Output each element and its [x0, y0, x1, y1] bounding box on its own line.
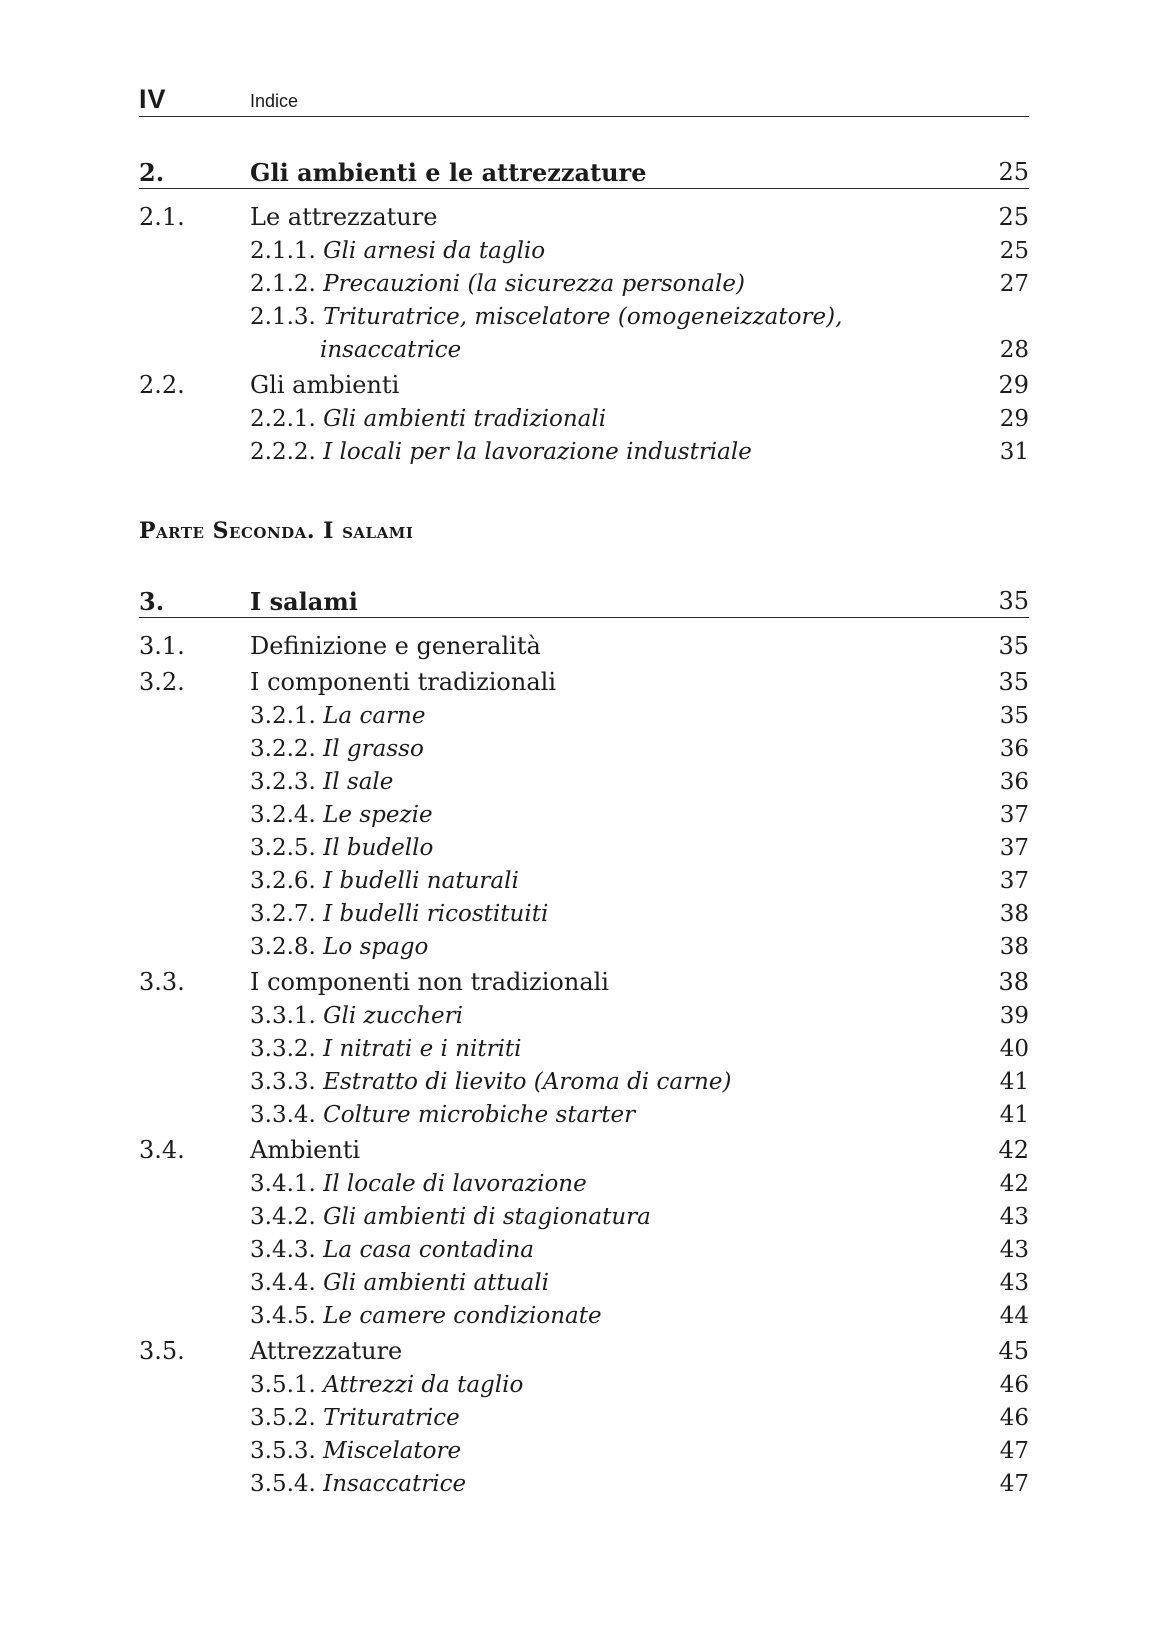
subsection-page: 43 [999, 1204, 1029, 1230]
subsection-page: 46 [999, 1405, 1029, 1431]
subsection-label [250, 1402, 460, 1435]
toc-subsection-row [139, 1402, 1029, 1435]
subsection-page: 47 [999, 1438, 1029, 1464]
subsection-number: 3.2.8. [250, 934, 316, 960]
subsection-title: Gli ambienti di stagionatura [323, 1204, 651, 1230]
subsection-number: 2.1.2. [250, 271, 316, 297]
section-title: I componenti tradizionali [250, 668, 556, 696]
toc-subsection-row [139, 733, 1029, 766]
subsection-title: Il locale di lavorazione [323, 1171, 587, 1197]
subsection-label [250, 865, 519, 898]
subsection-page: 38 [999, 934, 1029, 960]
subsection-label [250, 436, 752, 469]
subsection-title: I nitrati e i nitriti [323, 1036, 522, 1062]
subsection-number: 3.5.2. [250, 1405, 316, 1431]
subsection-page: 46 [999, 1372, 1029, 1398]
subsection-label [250, 799, 433, 832]
section-page: 42 [998, 1136, 1029, 1164]
toc-section-row [139, 964, 1029, 1000]
subsection-title: La carne [323, 703, 426, 729]
toc-subsection-row [139, 1300, 1029, 1333]
toc-subsection-row [139, 700, 1029, 733]
section-number: 2.1. [139, 203, 185, 231]
subsection-number: 2.2.1. [250, 406, 316, 432]
section-page: 45 [998, 1337, 1029, 1365]
subsection-number: 3.4.2. [250, 1204, 316, 1230]
subsection-title: Le camere condizionate [323, 1303, 602, 1329]
section-number: 3.5. [139, 1337, 185, 1365]
toc-subsection-row [139, 1066, 1029, 1099]
toc-subsection-row [139, 1000, 1029, 1033]
subsection-number: 3.2.3. [250, 769, 316, 795]
toc-subsection-row [139, 1168, 1029, 1201]
subsection-label [250, 1201, 651, 1234]
subsection-page: 42 [999, 1171, 1029, 1197]
chapter-number: 2. [139, 158, 165, 187]
subsection-title: Gli arnesi da taglio [323, 238, 546, 264]
subsection-number: 3.4.3. [250, 1237, 316, 1263]
subsection-label [250, 1234, 534, 1267]
subsection-page: 40 [999, 1036, 1029, 1062]
section-title: I componenti non tradizionali [250, 968, 609, 996]
subsection-number: 2.1.1. [250, 238, 316, 264]
subsection-title: Attrezzi da taglio [323, 1372, 524, 1398]
subsection-number: 3.5.4. [250, 1471, 316, 1497]
section-page: 29 [998, 371, 1029, 399]
subsection-page: 27 [999, 271, 1029, 297]
subsection-title: Insaccatrice [323, 1471, 467, 1497]
subsection-page: 39 [999, 1003, 1029, 1029]
toc-section-row [139, 628, 1029, 664]
toc-section-row [139, 199, 1029, 235]
toc-section-row [139, 1333, 1029, 1369]
section-page: 35 [998, 632, 1029, 660]
chapter-2-block [139, 158, 1029, 469]
subsection-number: 3.2.4. [250, 802, 316, 828]
subsection-title: Gli ambienti tradizionali [323, 406, 607, 432]
subsection-title: Colture microbiche starter [323, 1102, 636, 1128]
subsection-title: Il budello [323, 835, 434, 861]
subsection-label [250, 1033, 522, 1066]
running-title: Indice [250, 91, 299, 111]
toc-subsection-row [139, 301, 1029, 334]
toc-entries [139, 199, 1029, 469]
toc-subsection-row [139, 235, 1029, 268]
toc-section-row [139, 1132, 1029, 1168]
subsection-label [250, 733, 424, 766]
subsection-label [250, 1435, 461, 1468]
toc-entries [139, 628, 1029, 1501]
subsection-number: 3.2.2. [250, 736, 316, 762]
subsection-label [250, 700, 425, 733]
chapter-page: 35 [998, 587, 1029, 615]
toc-subsection-row [139, 898, 1029, 931]
subsection-title: Trituratrice [323, 1405, 460, 1431]
subsection-page: 31 [999, 439, 1029, 465]
subsection-label [250, 1369, 523, 1402]
subsection-label [250, 403, 606, 436]
toc-subsection-row [139, 1267, 1029, 1300]
toc-subsection-row [139, 1201, 1029, 1234]
subsection-number: 3.2.1. [250, 703, 316, 729]
subsection-title: Trituratrice, miscelatore (omogeneizzatore), [323, 304, 843, 330]
subsection-number: 3.2.6. [250, 868, 316, 894]
subsection-number: 3.5.3. [250, 1438, 316, 1464]
toc-subsection-row [139, 1033, 1029, 1066]
section-page: 25 [998, 203, 1029, 231]
subsection-page: 25 [999, 238, 1029, 264]
section-page: 38 [998, 968, 1029, 996]
toc-section-row [139, 367, 1029, 403]
subsection-label [250, 1300, 602, 1333]
section-number: 3.2. [139, 668, 185, 696]
subsection-label [250, 832, 433, 865]
subsection-number: 3.3.2. [250, 1036, 316, 1062]
subsection-number: 3.5.1. [250, 1372, 316, 1398]
page-number: IV [139, 84, 167, 114]
subsection-page: 36 [999, 769, 1029, 795]
toc-subsection-row [139, 403, 1029, 436]
subsection-label [250, 1000, 463, 1033]
chapter-number: 3. [139, 587, 165, 616]
subsection-number: 3.3.3. [250, 1069, 316, 1095]
subsection-label [250, 268, 745, 301]
section-title: Le attrezzature [250, 203, 438, 231]
subsection-page: 47 [999, 1471, 1029, 1497]
subsection-label [250, 1468, 466, 1501]
subsection-label [250, 898, 548, 931]
subsection-title: Il sale [323, 769, 394, 795]
toc-subsection-row [139, 268, 1029, 301]
subsection-number: 3.4.5. [250, 1303, 316, 1329]
subsection-page: 43 [999, 1237, 1029, 1263]
toc-subsection-row [139, 865, 1029, 898]
subsection-page: 41 [999, 1102, 1029, 1128]
subsection-label [250, 301, 842, 334]
subsection-label [250, 1066, 731, 1099]
toc-subsection-continuation [139, 334, 1029, 367]
chapter-title: I salami [250, 587, 358, 616]
subsection-title: Il grasso [323, 736, 424, 762]
subsection-label [250, 1099, 635, 1132]
toc-subsection-row [139, 766, 1029, 799]
subsection-label [250, 235, 545, 268]
subsection-label [250, 931, 428, 964]
subsection-number: 2.1.3. [250, 304, 316, 330]
part-heading: Parte Seconda. I salami [139, 518, 414, 544]
subsection-title: Precauzioni (la sicurezza personale) [323, 271, 745, 297]
subsection-number: 3.4.1. [250, 1171, 316, 1197]
section-title: Attrezzature [250, 1337, 403, 1365]
subsection-page: 37 [999, 868, 1029, 894]
section-number: 3.4. [139, 1136, 185, 1164]
section-number: 3.3. [139, 968, 185, 996]
subsection-page: 37 [999, 802, 1029, 828]
subsection-number: 3.2.5. [250, 835, 316, 861]
subsection-page: 36 [999, 736, 1029, 762]
subsection-title: La casa contadina [323, 1237, 534, 1263]
running-header [139, 84, 1029, 117]
subsection-title: Gli ambienti attuali [323, 1270, 549, 1296]
subsection-page: 38 [999, 901, 1029, 927]
chapter-title-row [139, 587, 1029, 618]
subsection-page: 43 [999, 1270, 1029, 1296]
subsection-title: Le spezie [323, 802, 433, 828]
subsection-label [250, 1267, 549, 1300]
toc-subsection-row [139, 1369, 1029, 1402]
toc-subsection-row [139, 931, 1029, 964]
subsection-number: 3.3.4. [250, 1102, 316, 1128]
chapter-page: 25 [998, 158, 1029, 186]
subsection-number: 3.4.4. [250, 1270, 316, 1296]
toc-subsection-row [139, 436, 1029, 469]
section-number: 2.2. [139, 371, 185, 399]
subsection-title: Estratto di lievito (Aroma di carne) [323, 1069, 732, 1095]
subsection-title: I locali per la lavorazione industriale [323, 439, 752, 465]
toc-subsection-row [139, 1234, 1029, 1267]
subsection-number: 2.2.2. [250, 439, 316, 465]
section-title: Gli ambienti [250, 371, 400, 399]
toc-subsection-row [139, 1468, 1029, 1501]
subsection-number: 3.3.1. [250, 1003, 316, 1029]
subsection-page: 37 [999, 835, 1029, 861]
subsection-page: 35 [999, 703, 1029, 729]
toc-section-row [139, 664, 1029, 700]
chapter-title: Gli ambienti e le attrezzature [250, 158, 647, 187]
section-number: 3.1. [139, 632, 185, 660]
subsection-page: 29 [999, 406, 1029, 432]
section-title: Definizione e generalità [250, 632, 541, 660]
subsection-page: 41 [999, 1069, 1029, 1095]
chapter-3-block [139, 587, 1029, 1501]
subsection-title: insaccatrice [320, 337, 462, 363]
toc-subsection-row [139, 1435, 1029, 1468]
subsection-title: Gli zuccheri [323, 1003, 464, 1029]
subsection-title: I budelli naturali [323, 868, 519, 894]
toc-subsection-row [139, 799, 1029, 832]
subsection-label [250, 766, 393, 799]
chapter-title-row [139, 158, 1029, 189]
subsection-label [250, 1168, 587, 1201]
toc-subsection-row [139, 832, 1029, 865]
subsection-title: I budelli ricostituiti [323, 901, 549, 927]
section-page: 35 [998, 668, 1029, 696]
subsection-page: 28 [999, 337, 1029, 363]
subsection-title: Miscelatore [323, 1438, 462, 1464]
subsection-number: 3.2.7. [250, 901, 316, 927]
section-title: Ambienti [250, 1136, 361, 1164]
subsection-title: Lo spago [323, 934, 429, 960]
toc-subsection-row [139, 1099, 1029, 1132]
subsection-page: 44 [999, 1303, 1029, 1329]
